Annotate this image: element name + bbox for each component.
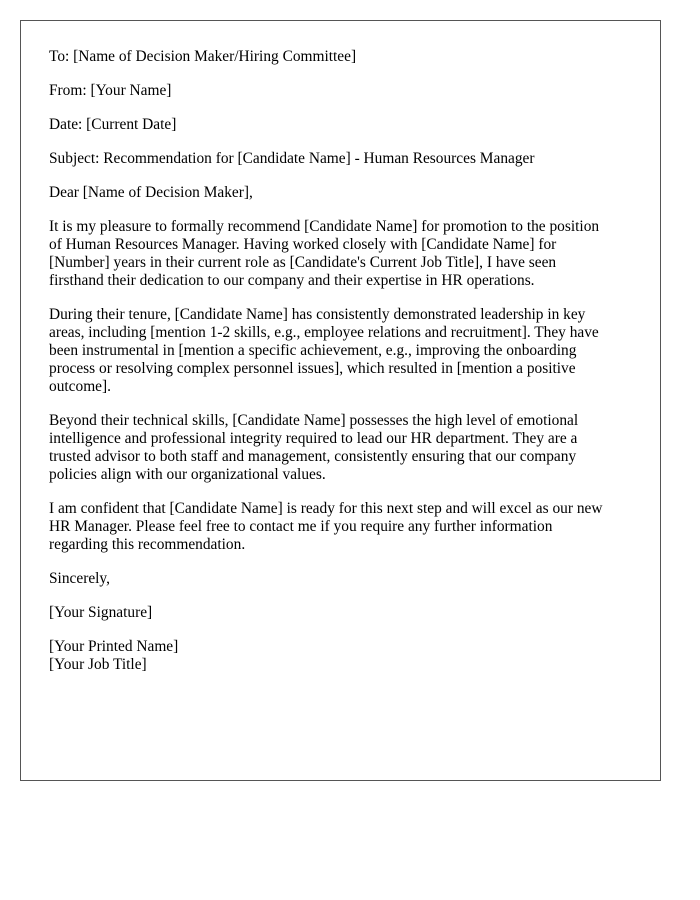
- body-paragraph-4: I am confident that [Candidate Name] is ready for this next step and will excel as our new HR Manager. Please feel free to contact me if you require any further information regarding this recommendation.: [49, 500, 603, 553]
- salutation: Dear [Name of Decision Maker],: [49, 184, 253, 201]
- body-paragraph-1: It is my pleasure to formally recommend [Candidate Name] for promotion to the position of Human Resources Manager. Having worked closely with [Candidate Name] for [Number] years in their current role as [Candidate's Current Job Title], I have seen firsthand their dedication to our company and their expertise in HR operations.: [49, 218, 600, 289]
- subject-line: Subject: Recommendation for [Candidate Name] - Human Resources Manager: [49, 150, 535, 167]
- from-line: From: [Your Name]: [49, 82, 172, 99]
- body-paragraph-2: During their tenure, [Candidate Name] has consistently demonstrated leadership in key areas, including [mention 1-2 skills, e.g., employee relations and recruitment]. They have been instrumental in [mention a specific achievement, e.g., improving the onboarding process or resolving complex personnel issues], which resulted in [mention a positive outcome].: [49, 306, 599, 395]
- date-line: Date: [Current Date]: [49, 116, 177, 133]
- job-title: [Your Job Title]: [49, 656, 147, 673]
- closing: Sincerely,: [49, 570, 110, 587]
- signature-placeholder: [Your Signature]: [49, 604, 153, 621]
- to-line: To: [Name of Decision Maker/Hiring Committee]: [49, 48, 357, 65]
- letter-page: [20, 20, 661, 781]
- body-paragraph-3: Beyond their technical skills, [Candidate Name] possesses the high level of emotional intelligence and professional integrity required to lead our HR department. They are a trusted advisor to both staff and management, consistently ensuring that our company policies align with our organizational values.: [49, 412, 579, 483]
- printed-name: [Your Printed Name]: [49, 638, 179, 655]
